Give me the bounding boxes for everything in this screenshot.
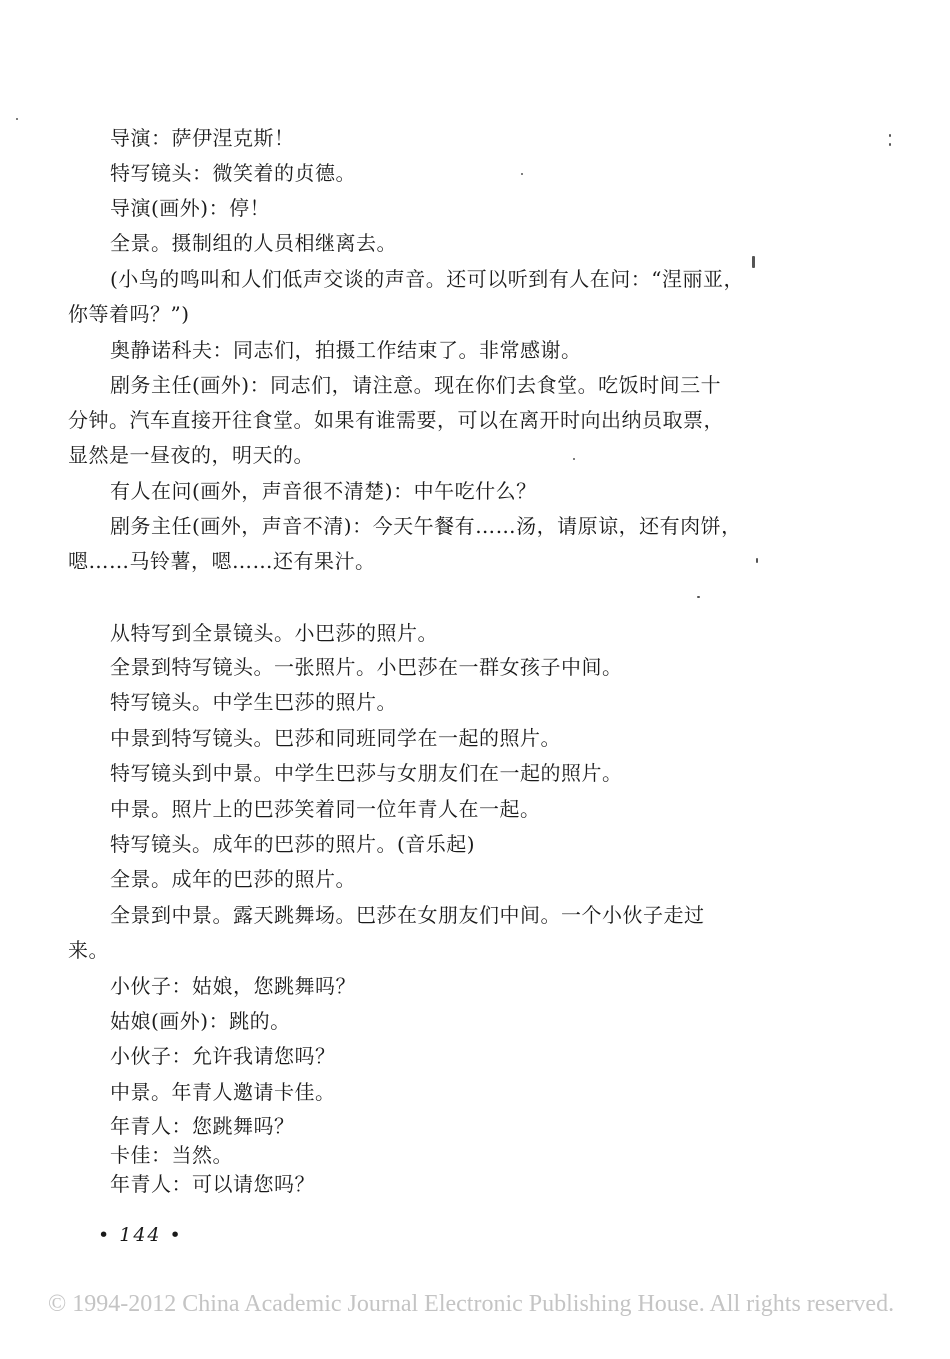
text-line: 分钟。汽车直接开往食堂。如果有谁需要，可以在离开时向出纳员取票， — [68, 408, 724, 432]
text-line: 年青人：您跳舞吗？ — [110, 1114, 295, 1138]
scan-speck — [756, 558, 758, 563]
text-line: 特写镜头：微笑着的贞德。 — [110, 161, 356, 185]
scan-speck — [752, 256, 755, 268]
text-line: 全景到中景。露天跳舞场。巴莎在女朋友们中间。一个小伙子走过 — [110, 903, 705, 927]
scan-speck — [889, 134, 891, 137]
page-number: • 144 • — [98, 1224, 183, 1246]
text-line: 中景。年青人邀请卡佳。 — [110, 1080, 336, 1104]
text-line: 特写镜头。成年的巴莎的照片。(音乐起) — [110, 832, 476, 856]
text-line: 特写镜头到中景。中学生巴莎与女朋友们在一起的照片。 — [110, 761, 623, 785]
scan-speck — [889, 143, 891, 146]
scan-speck — [521, 173, 523, 175]
text-line: 奥静诺科夫：同志们，拍摄工作结束了。非常感谢。 — [110, 338, 582, 362]
text-line: 导演(画外)：停！ — [110, 196, 271, 220]
text-line: 姑娘(画外)：跳的。 — [110, 1009, 291, 1033]
scan-speck — [573, 458, 575, 460]
text-line: 嗯……马铃薯，嗯……还有果汁。 — [68, 549, 376, 573]
scan-speck — [16, 118, 18, 120]
text-line: 从特写到全景镜头。小巴莎的照片。 — [110, 621, 438, 645]
text-line: 卡佳：当然。 — [110, 1143, 233, 1167]
text-line: 中景。照片上的巴莎笑着同一位年青人在一起。 — [110, 797, 541, 821]
text-line: 导演：萨伊涅克斯！ — [110, 126, 295, 150]
text-line: 特写镜头。中学生巴莎的照片。 — [110, 690, 397, 714]
text-line: 全景。成年的巴莎的照片。 — [110, 867, 356, 891]
copyright-watermark: © 1994-2012 China Academic Journal Electronic Publishing House. All rights reserved. — [48, 1291, 895, 1317]
text-line: 来。 — [68, 938, 109, 962]
text-line: 剧务主任(画外)：同志们，请注意。现在你们去食堂。吃饭时间三十 — [110, 373, 722, 397]
text-line: 小伙子：允许我请您吗？ — [110, 1044, 336, 1068]
text-line: 你等着吗？”) — [68, 302, 190, 326]
text-line: 全景。摄制组的人员相继离去。 — [110, 231, 397, 255]
text-line: 剧务主任(画外，声音不清)：今天午餐有……汤，请原谅，还有肉饼， — [110, 514, 742, 538]
text-line: 中景到特写镜头。巴莎和同班同学在一起的照片。 — [110, 726, 561, 750]
text-line: 有人在问(画外，声音很不清楚)：中午吃什么？ — [110, 479, 537, 503]
text-line: 全景到特写镜头。一张照片。小巴莎在一群女孩子中间。 — [110, 655, 623, 679]
text-line: 年青人：可以请您吗？ — [110, 1172, 315, 1196]
scan-speck — [697, 596, 700, 598]
text-line: (小鸟的鸣叫和人们低声交谈的声音。还可以听到有人在问：“涅丽亚， — [110, 267, 745, 291]
text-line: 小伙子：姑娘，您跳舞吗？ — [110, 974, 356, 998]
text-line: 显然是一昼夜的，明天的。 — [68, 443, 314, 467]
